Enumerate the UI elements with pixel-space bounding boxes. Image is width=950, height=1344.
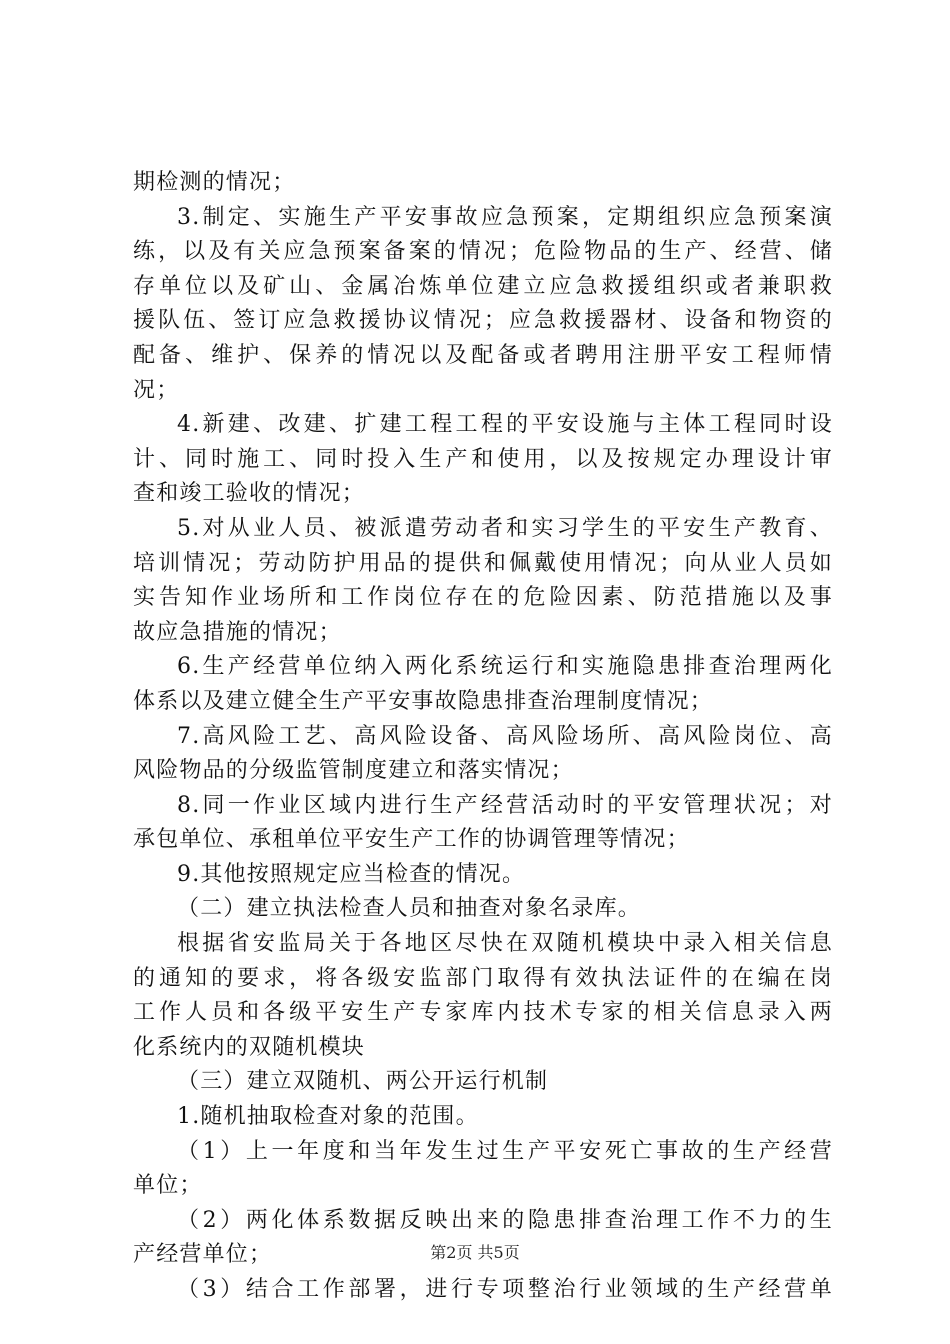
text-line: 8.同一作业区域内进行生产经营活动时的平安管理状况；对 — [177, 792, 833, 818]
text-line: 体系以及建立健全生产平安事故隐患排查治理制度情况； — [133, 688, 714, 714]
text-line: （3）结合工作部署，进行专项整治行业领域的生产经营单 — [177, 1277, 833, 1302]
text-line: 根据省安监局关于各地区尽快在双随机模块中录入相关信息 — [177, 931, 833, 957]
page-footer: 第2页 共5页 — [430, 1243, 520, 1262]
text-line: 6.生产经营单位纳入两化系统运行和实施隐患排查治理两化 — [177, 654, 833, 680]
text-line: 计、同时施工、同时投入生产和使用，以及按规定办理设计审 — [133, 446, 833, 472]
text-line: 援队伍、签订应急救援协议情况；应急救援器材、设备和物资的 — [133, 308, 833, 334]
text-line: 培训情况；劳动防护用品的提供和佩戴使用情况；向从业人员如 — [133, 550, 833, 576]
text-line: （1）上一年度和当年发生过生产平安死亡事故的生产经营 — [177, 1138, 833, 1164]
text-line: 练，以及有关应急预案备案的情况；危险物品的生产、经营、储 — [133, 239, 833, 265]
text-line: 5.对从业人员、被派遣劳动者和实习学生的平安生产教育、 — [177, 515, 833, 541]
text-line: 期检测的情况； — [133, 170, 296, 195]
text-line: 故应急措施的情况； — [133, 619, 342, 645]
text-line: 9.其他按照规定应当检查的情况。 — [177, 861, 526, 887]
text-line: 实告知作业场所和工作岗位存在的危险因素、防范措施以及事 — [133, 585, 833, 611]
text-line: 承包单位、承租单位平安生产工作的协调管理等情况； — [133, 827, 690, 853]
text-line: 存单位以及矿山、金属冶炼单位建立应急救援组织或者兼职救 — [133, 273, 833, 299]
text-line: （2）两化体系数据反映出来的隐患排查治理工作不力的生 — [177, 1207, 833, 1233]
text-line: 7.高风险工艺、高风险设备、高风险场所、高风险岗位、高 — [177, 723, 833, 749]
document-body — [133, 166, 833, 1308]
text-line: （二）建立执法检查人员和抽查对象名录库。 — [177, 896, 642, 922]
text-line: 查和竣工验收的情况； — [133, 481, 366, 507]
text-line: 4.新建、改建、扩建工程工程的平安设施与主体工程同时设 — [177, 412, 833, 438]
text-line: 产经营单位； — [133, 1242, 273, 1268]
text-line: 的通知的要求，将各级安监部门取得有效执法证件的在编在岗 — [133, 965, 833, 991]
text-line: 1.随机抽取检查对象的范围。 — [177, 1104, 479, 1130]
text-line: 化系统内的双随机模块 — [133, 1034, 366, 1060]
text-line: 单位； — [133, 1173, 203, 1199]
text-line: 况； — [133, 377, 180, 403]
text-line: （三）建立双随机、两公开运行机制 — [177, 1069, 549, 1095]
text-line: 3.制定、实施生产平安事故应急预案，定期组织应急预案演 — [177, 204, 833, 230]
text-line: 风险物品的分级监管制度建立和落实情况； — [133, 758, 574, 784]
text-line: 工作人员和各级平安生产专家库内技术专家的相关信息录入两 — [133, 1000, 833, 1026]
text-line: 配备、维护、保养的情况以及配备或者聘用注册平安工程师情 — [133, 342, 833, 368]
